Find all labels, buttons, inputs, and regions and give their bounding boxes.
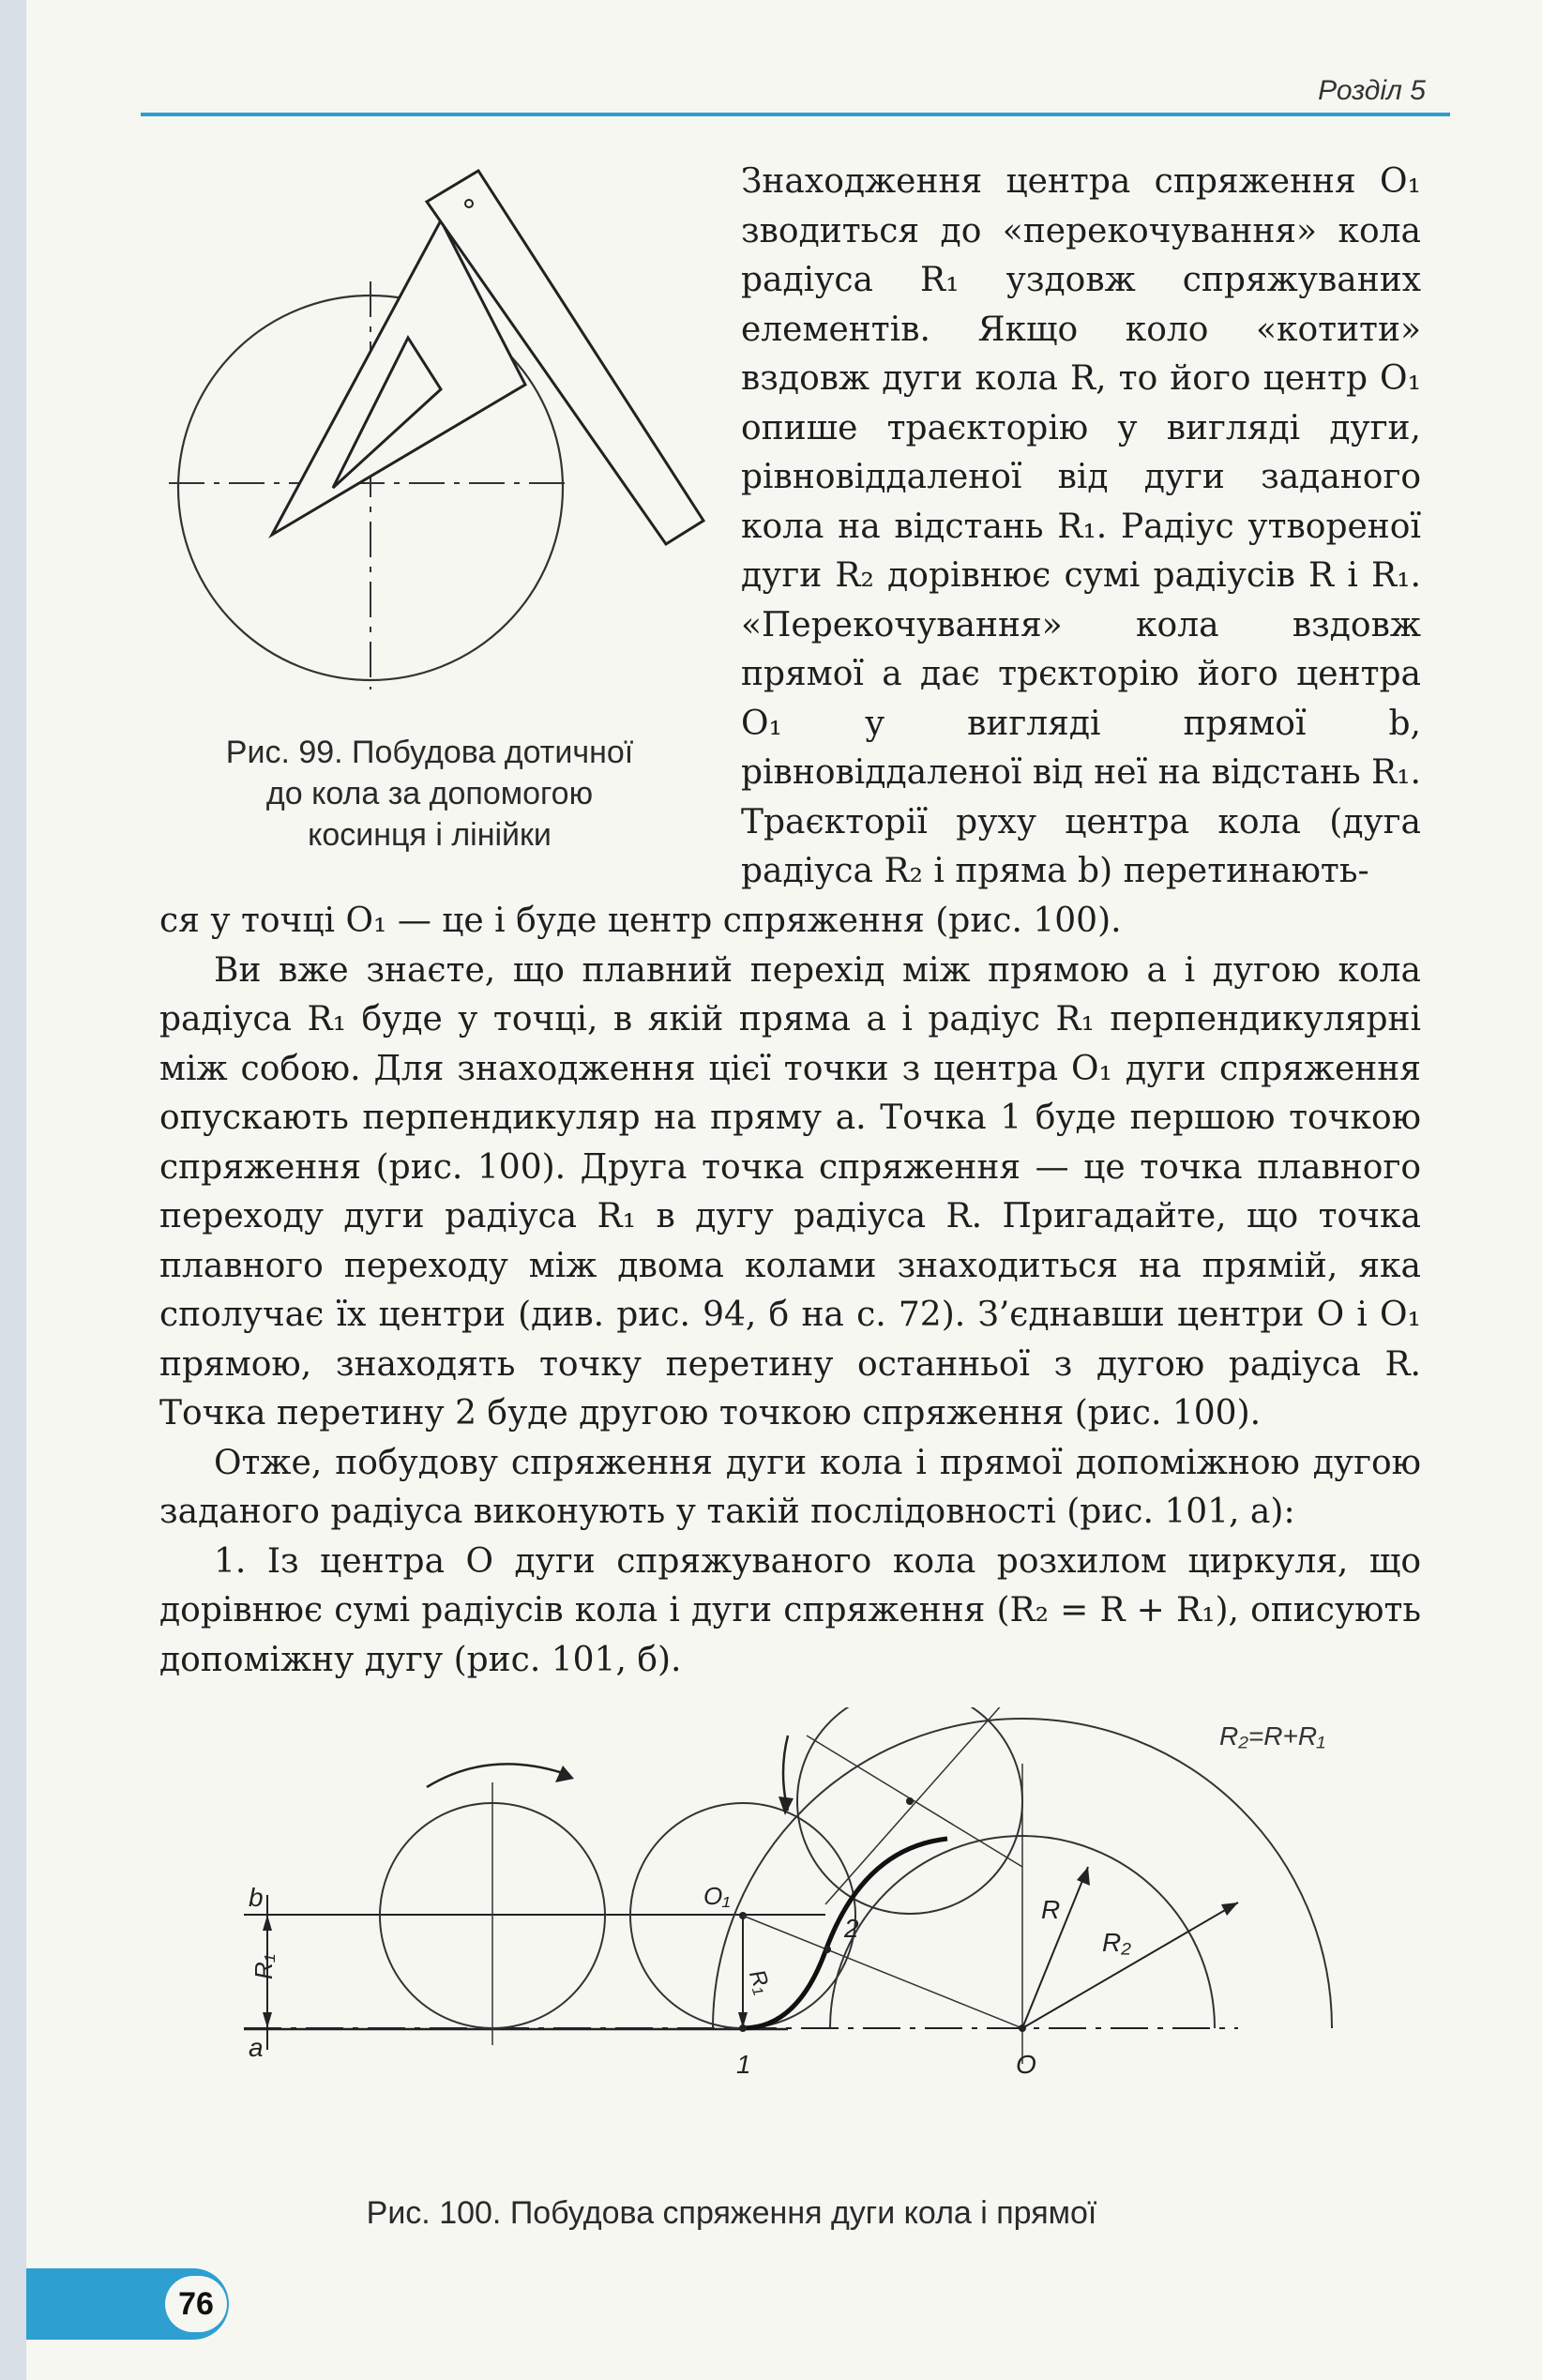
paragraph: ся у точці O₁ — це і буде центр спряження (рис. 100). (159, 902, 1122, 940)
formula-label: R₂=R+R₁ (1219, 1721, 1325, 1751)
text-beside-figure: Знаходження центра спряження O₁ зводиться до «перекочування» кола радіуса R₁ уздовж спряжуваних елементів. Якщо коло «котити» вздовж дуги кола R, то його центр O₁ опише траєкторію у вигляді дуги, рівновіддаленої від дуги заданого кола на відстань R₁. Радіус утвореної дуги R₂ дорівнює сумі радіусів R і R₁. «Перекочування» кола вздовж прямої a дає трєкторію його центра O₁ у вигляді прямої b, рівновіддаленої від неї на відстань R₁. Траєкторії руху центра кола (дуга радіуса R₂ і пряма b) перетинають- (741, 162, 1421, 890)
label-b: b (249, 1883, 264, 1912)
label-r: R (1041, 1895, 1061, 1924)
paragraph: Отже, побудову спряження дуги кола і прямої допоміжною дугою заданого радіуса виконують у такій послідовності (рис. 101, а): (159, 1443, 1421, 1531)
main-text (159, 897, 1421, 1685)
page-left-edge (0, 0, 26, 2380)
label-a: a (249, 2033, 264, 2062)
label-r1: R₁ (743, 1966, 776, 1997)
label-point-1: 1 (736, 2050, 751, 2079)
label-o1: O₁ (703, 1882, 731, 1910)
label-point-2: 2 (844, 1914, 859, 1943)
header-rule (141, 113, 1450, 116)
caption-line: Рис. 99. Побудова дотичної (225, 735, 634, 770)
section-label: Розділ 5 (1318, 75, 1426, 106)
figure-100-drawing (225, 1707, 1351, 2176)
label-r2: R₂ (1102, 1928, 1131, 1957)
paragraph: Ви вже знаєте, що плавний перехід між прямою a і дугою кола радіуса R₁ буде у точці, в якій пряма a і радіус R₁ перпендикулярні між собою. Для знаходження цієї точки з центра O₁ дуги спряження опускають перпендикуляр на пряму a. Точка 1 буде першою точкою спряження (рис. 100). Друга точка спряження — це точка плавного переходу дуги радіуса R₁ в дугу радіуса R. Пригадайте, що точка плавного переходу між двома колами знаходиться на прямій, яка сполучає їх центри (див. рис. 94, б на с. 72). З’єднавши центри O і O₁ прямою, знаходять точку перетину останньої з дугою радіуса R. Точка перетину 2 буде другою точкою спряження (рис. 100). (159, 950, 1421, 1433)
label-r1-side: R₁ (249, 1954, 278, 1979)
figure-100-caption: Рис. 100. Побудова спряження дуги кола і прямої (366, 2195, 1097, 2231)
caption-line: до кола за допомогою (265, 776, 594, 811)
caption-line: косинця і лінійки (308, 817, 552, 853)
figure-99-caption (158, 732, 702, 856)
label-o: O (1016, 2050, 1036, 2079)
figure-99-drawing (159, 150, 722, 713)
page-number: 76 (165, 2276, 227, 2332)
paragraph: 1. Із центра O дуги спряжуваного кола розхилом циркуля, що дорівнює сумі радіусів кола і дуги спряження (R₂ = R + R₁), описують допоміжну дугу (рис. 101, б). (159, 1541, 1421, 1679)
